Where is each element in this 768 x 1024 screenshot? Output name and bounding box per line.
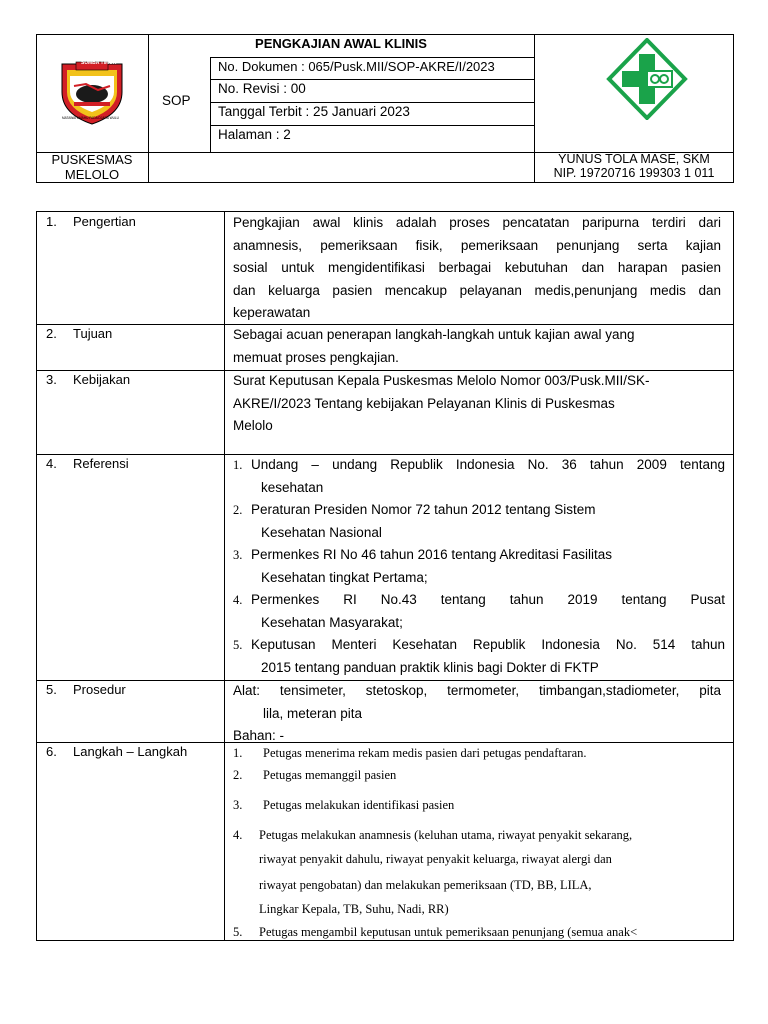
section-body bbox=[233, 370, 721, 438]
section-label: Langkah – Langkah bbox=[73, 744, 188, 759]
list-text: Peraturan Presiden Nomor 72 tahun 2012 tentang Sistem bbox=[251, 502, 596, 517]
signer-nip: NIP. 19720716 199303 1 011 bbox=[553, 166, 715, 180]
section-body bbox=[233, 680, 721, 748]
sop-label: SOP bbox=[162, 93, 191, 108]
section-label: Pengertian bbox=[73, 214, 136, 229]
text-line: Melolo bbox=[233, 418, 273, 433]
section-number: 4. bbox=[46, 456, 57, 471]
section-body bbox=[233, 324, 721, 369]
halaman: Halaman : 2 bbox=[218, 127, 291, 142]
section-number: 3. bbox=[46, 372, 57, 387]
step-text: Petugas menerima rekam medis pasien dari petugas pendaftaran. bbox=[263, 746, 587, 760]
list-text: Kesehatan Masyarakat; bbox=[261, 614, 403, 630]
step-text: Petugas melakukan identifikasi pasien bbox=[263, 798, 455, 812]
sop-content-table bbox=[36, 211, 734, 941]
document-header-table bbox=[36, 34, 734, 183]
step-text: Petugas memanggil pasien bbox=[263, 768, 397, 782]
list-number: 4. bbox=[233, 593, 243, 607]
sumba-timur-logo bbox=[56, 54, 128, 126]
text-line: Pengkajian awal klinis adalah proses pencatatan paripurna terdiri dari bbox=[233, 215, 721, 230]
list-text: Kesehatan Nasional bbox=[261, 524, 382, 540]
text-line: Surat Keputusan Kepala Puskesmas Melolo Nomor 003/Pusk.MII/SK- bbox=[233, 373, 650, 388]
text-line: anamnesis, pemeriksaan fisik, pemeriksaan penunjang serta kajian bbox=[233, 237, 721, 253]
list-number: 5. bbox=[233, 638, 243, 652]
list-item bbox=[233, 589, 725, 634]
text-line: dan keluarga pasien mencakup pelayanan medis,penunjang medis dan bbox=[233, 282, 721, 298]
section-number: 1. bbox=[46, 214, 57, 229]
list-number: 2. bbox=[233, 503, 243, 517]
signer-name: YUNUS TOLA MASE, SKM bbox=[558, 152, 710, 166]
list-item bbox=[233, 499, 725, 544]
step-text: Petugas melakukan anamnesis (keluhan utama, riwayat penyakit sekarang, bbox=[259, 828, 633, 842]
no-revisi: No. Revisi : 00 bbox=[218, 81, 306, 96]
section-number: 5. bbox=[46, 682, 57, 697]
list-item bbox=[233, 634, 725, 679]
org-name-line1: PUSKESMAS bbox=[51, 152, 133, 167]
step-text-cont: Lingkar Kepala, TB, Suhu, Nadi, RR) bbox=[259, 902, 449, 916]
text-line: Alat: tensimeter, stetoskop, termometer, timbangan,stadiometer, pita bbox=[233, 683, 721, 698]
text-line: AKRE/I/2023 Tentang kebijakan Pelayanan Klinis di Puskesmas bbox=[233, 395, 615, 411]
text-line: Sebagai acuan penerapan langkah-langkah untuk kajian awal yang bbox=[233, 327, 635, 342]
step-number: 4. bbox=[233, 828, 243, 842]
text-line: keperawatan bbox=[233, 305, 311, 320]
step-number: 2. bbox=[233, 768, 243, 782]
list-text: Permenkes RI No.43 tentang tahun 2019 tentang Pusat bbox=[251, 592, 725, 607]
document-title: PENGKAJIAN AWAL KLINIS bbox=[255, 36, 427, 51]
list-text: kesehatan bbox=[261, 479, 324, 495]
list-text: Undang – undang Republik Indonesia No. 36 tahun 2009 tentang bbox=[251, 457, 725, 472]
puskesmas-logo bbox=[606, 38, 688, 120]
no-dokumen: No. Dokumen : 065/Pusk.MII/SOP-AKRE/I/2023 bbox=[218, 59, 495, 74]
list-text: Keputusan Menteri Kesehatan Republik Indonesia No. 514 tahun bbox=[251, 637, 725, 652]
section-label: Referensi bbox=[73, 456, 129, 471]
list-item bbox=[233, 544, 725, 589]
logo-text-bottom: MATAWAI AMAHU PADA DJARA WULU bbox=[62, 116, 119, 120]
list-text: Kesehatan tingkat Pertama; bbox=[261, 569, 428, 585]
step-number: 3. bbox=[233, 798, 243, 812]
logo-text-top: SUMBA TIMUR bbox=[81, 60, 117, 66]
step-text-cont: riwayat penyakit dahulu, riwayat penyakit keluarga, riwayat alergi dan bbox=[259, 852, 612, 866]
text-line: Bahan: - bbox=[233, 728, 285, 743]
step-text-cont: riwayat pengobatan) dan melakukan pemeriksaan (TD, BB, LILA, bbox=[259, 878, 592, 892]
text-line: memuat proses pengkajian. bbox=[233, 349, 399, 365]
list-number: 3. bbox=[233, 548, 243, 562]
section-label: Kebijakan bbox=[73, 372, 131, 387]
section-body bbox=[233, 212, 721, 325]
org-name-line2: MELOLO bbox=[64, 167, 120, 182]
step-number: 5. bbox=[233, 925, 243, 939]
step-number: 1. bbox=[233, 746, 243, 760]
text-line: lila, meteran pita bbox=[263, 705, 363, 721]
list-item bbox=[233, 454, 725, 499]
section-label: Tujuan bbox=[73, 326, 113, 341]
section-number: 2. bbox=[46, 326, 57, 341]
text-line: sosial untuk mengidentifikasi berbagai kebutuhan dan harapan pasien bbox=[233, 260, 721, 275]
reference-list bbox=[233, 454, 725, 679]
section-label: Prosedur bbox=[73, 682, 126, 697]
step-text: Petugas mengambil keputusan untuk pemeriksaan penunjang (semua anak< bbox=[259, 925, 638, 939]
list-text: 2015 tentang panduan praktik klinis bagi Dokter di FKTP bbox=[261, 659, 599, 675]
tanggal-terbit: Tanggal Terbit : 25 Januari 2023 bbox=[218, 104, 410, 119]
section-number: 6. bbox=[46, 744, 57, 759]
list-number: 1. bbox=[233, 458, 243, 472]
list-text: Permenkes RI No 46 tahun 2016 tentang Akreditasi Fasilitas bbox=[251, 547, 612, 562]
